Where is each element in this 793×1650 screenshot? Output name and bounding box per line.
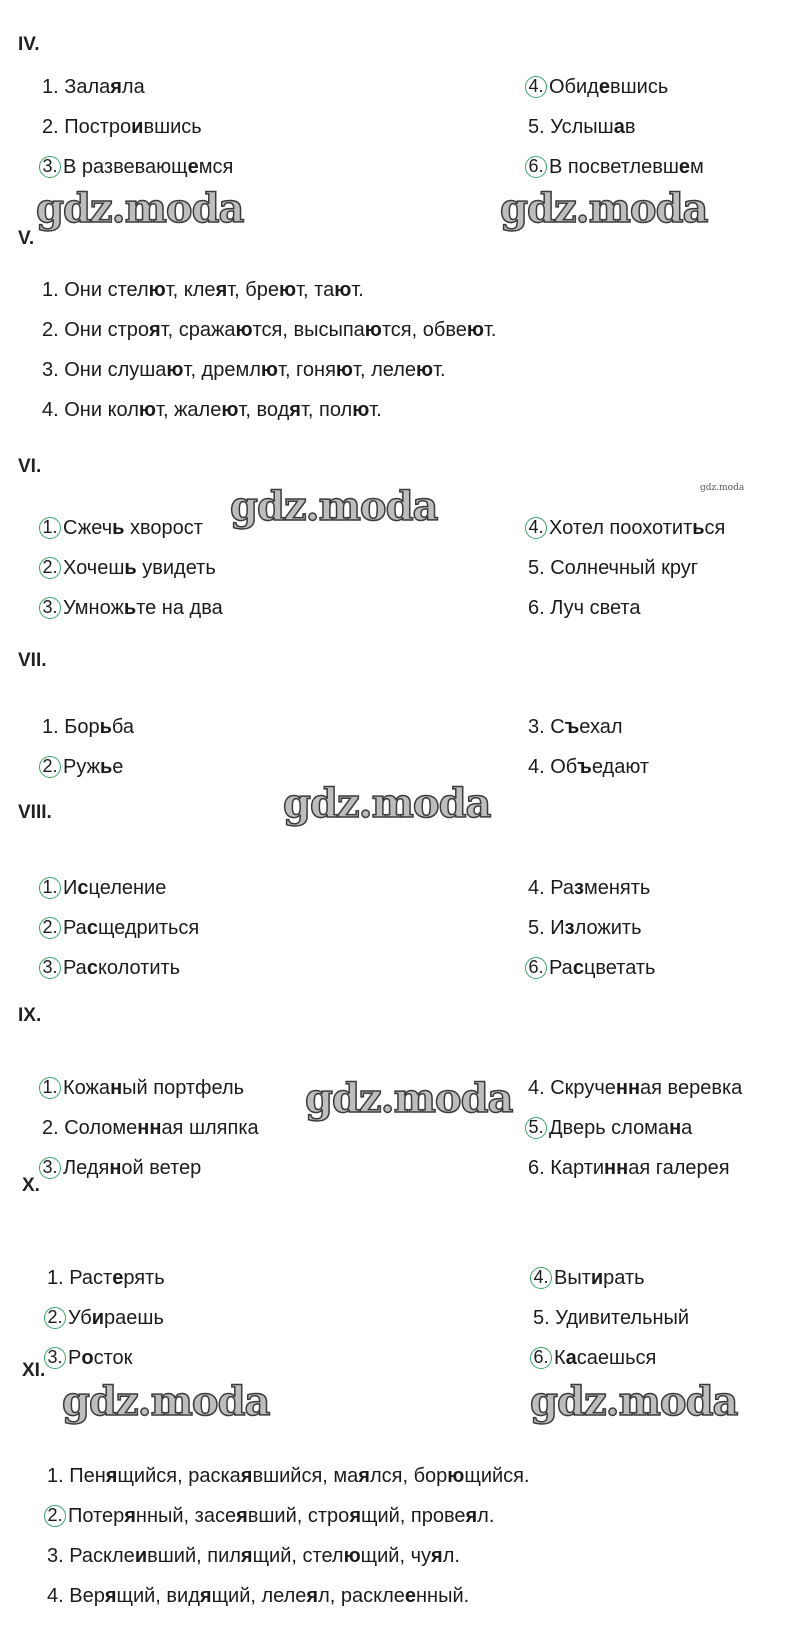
circled-number: 1.: [39, 1077, 61, 1099]
circled-number: 2.: [39, 756, 61, 778]
list-item: [528, 916, 642, 940]
circled-number: 2.: [39, 557, 61, 579]
list-item: [39, 1076, 244, 1100]
item-text: Потерянный, засеявший, строящий, провеял.: [68, 1505, 495, 1527]
item-text: В развевающемся: [63, 156, 234, 178]
circled-number: 2.: [44, 1505, 66, 1527]
circled-number: 5.: [525, 1117, 547, 1139]
item-text: Обидевшись: [549, 76, 669, 98]
list-item: [530, 1266, 645, 1290]
list-item: [42, 358, 446, 382]
circled-number: 4.: [525, 76, 547, 98]
list-item: [42, 398, 382, 422]
item-text: 3. Съехал: [528, 716, 623, 738]
list-item: [44, 1346, 132, 1370]
list-item: [47, 1266, 165, 1290]
section-heading-x: X.: [22, 1175, 40, 1196]
item-text: 3. Расклеивший, пилящий, стелющий, чуял.: [47, 1545, 460, 1567]
item-text: Вытирать: [554, 1267, 645, 1289]
item-text: 4. Разменять: [528, 877, 651, 899]
item-text: 4. Объедают: [528, 756, 650, 778]
circled-number: 3.: [39, 156, 61, 178]
item-text: Сжечь хворост: [63, 517, 203, 539]
item-text: 1. Они стелют, клеят, бреют, тают.: [42, 279, 364, 301]
circled-number: 4.: [530, 1267, 552, 1289]
list-item: [39, 755, 123, 779]
circled-number: 6.: [525, 156, 547, 178]
section-heading-xi: XI.: [22, 1360, 46, 1381]
item-text: Дверь сломана: [549, 1117, 693, 1139]
circled-number: 3.: [44, 1347, 66, 1369]
section-heading-vii: VII.: [18, 650, 47, 671]
list-item: [47, 1464, 530, 1488]
item-text: 5. Услышав: [528, 116, 636, 138]
circled-number: 3.: [39, 957, 61, 979]
list-item: [42, 715, 134, 739]
list-item: [530, 1346, 656, 1370]
circled-number: 1.: [39, 517, 61, 539]
item-text: 1. Пенящийся, раскаявшийся, маялся, борющийся.: [47, 1465, 530, 1487]
watermark: gdz.moda: [283, 780, 491, 827]
item-text: 2. Соломенная шляпка: [42, 1117, 259, 1139]
section-heading-viii: VIII.: [18, 802, 52, 823]
section-heading-v: V.: [18, 228, 35, 249]
item-text: 5. Изложить: [528, 917, 642, 939]
item-text: 5. Солнечный круг: [528, 557, 699, 579]
watermark: gdz.moda: [36, 185, 244, 232]
list-item: [39, 516, 203, 540]
section-heading-vi: VI.: [18, 456, 42, 477]
list-item: [528, 556, 698, 580]
list-item: [525, 75, 668, 99]
list-item: [44, 1306, 164, 1330]
watermark: gdz.moda: [700, 483, 745, 493]
list-item: [42, 278, 364, 302]
list-item: [528, 115, 635, 139]
watermark: gdz.moda: [230, 483, 438, 530]
list-item: [42, 75, 145, 99]
item-text: 3. Они слушают, дремлют, гоняют, лелеют.: [42, 359, 446, 381]
circled-number: 2.: [39, 917, 61, 939]
list-item: [525, 1116, 692, 1140]
list-item: [533, 1306, 689, 1330]
item-text: Расщедриться: [63, 917, 200, 939]
item-text: 6. Луч света: [528, 597, 641, 619]
list-item: [525, 155, 704, 179]
list-item: [39, 556, 216, 580]
item-text: Ледяной ветер: [63, 1157, 202, 1179]
list-item: [39, 916, 199, 940]
list-item: [528, 755, 649, 779]
item-text: Кожаный портфель: [63, 1077, 245, 1099]
item-text: Хочешь увидеть: [63, 557, 216, 579]
circled-number: 2.: [44, 1307, 66, 1329]
list-item: [525, 956, 655, 980]
list-item: [47, 1584, 469, 1608]
item-text: 6. Картинная галерея: [528, 1157, 730, 1179]
item-text: 1. Растерять: [47, 1267, 165, 1289]
list-item: [39, 1156, 201, 1180]
list-item: [42, 1116, 259, 1140]
circled-number: 6.: [525, 957, 547, 979]
circled-number: 1.: [39, 877, 61, 899]
item-text: Росток: [68, 1347, 133, 1369]
list-item: [39, 876, 166, 900]
list-item: [39, 956, 180, 980]
section-heading-ix: IX.: [18, 1005, 42, 1026]
circled-number: 6.: [530, 1347, 552, 1369]
list-item: [47, 1544, 460, 1568]
item-text: Убираешь: [68, 1307, 164, 1329]
item-text: 2. Они строят, сражаются, высыпаются, обвеют.: [42, 319, 497, 341]
item-text: 5. Удивительный: [533, 1307, 690, 1329]
circled-number: 3.: [39, 1157, 61, 1179]
item-text: 1. Борьба: [42, 716, 135, 738]
item-text: Исцеление: [63, 877, 167, 899]
circled-number: 4.: [525, 517, 547, 539]
watermark: gdz.moda: [305, 1075, 513, 1122]
list-item: [528, 1156, 730, 1180]
list-item: [39, 596, 223, 620]
item-text: 1. Залаяла: [42, 76, 145, 98]
item-text: Касаешься: [554, 1347, 657, 1369]
circled-number: 3.: [39, 597, 61, 619]
item-text: Ружье: [63, 756, 124, 778]
watermark: gdz.moda: [530, 1378, 738, 1425]
section-heading-iv: IV.: [18, 34, 40, 55]
watermark: gdz.moda: [62, 1378, 270, 1425]
list-item: [42, 115, 202, 139]
item-text: 4. Верящий, видящий, лелеял, расклеенный.: [47, 1585, 470, 1607]
item-text: Расцветать: [549, 957, 656, 979]
list-item: [44, 1504, 494, 1528]
list-item: [39, 155, 233, 179]
item-text: Расколотить: [63, 957, 181, 979]
list-item: [42, 318, 496, 342]
list-item: [528, 715, 623, 739]
item-text: В посветлевшем: [549, 156, 704, 178]
item-text: 4. Они колют, жалеют, водят, полют.: [42, 399, 382, 421]
item-text: Умножьте на два: [63, 597, 223, 619]
list-item: [525, 516, 725, 540]
item-text: Хотел поохотиться: [549, 517, 726, 539]
watermark: gdz.moda: [500, 185, 708, 232]
list-item: [528, 596, 640, 620]
list-item: [528, 876, 650, 900]
list-item: [528, 1076, 742, 1100]
item-text: 2. Построившись: [42, 116, 202, 138]
item-text: 4. Скрученная веревка: [528, 1077, 743, 1099]
